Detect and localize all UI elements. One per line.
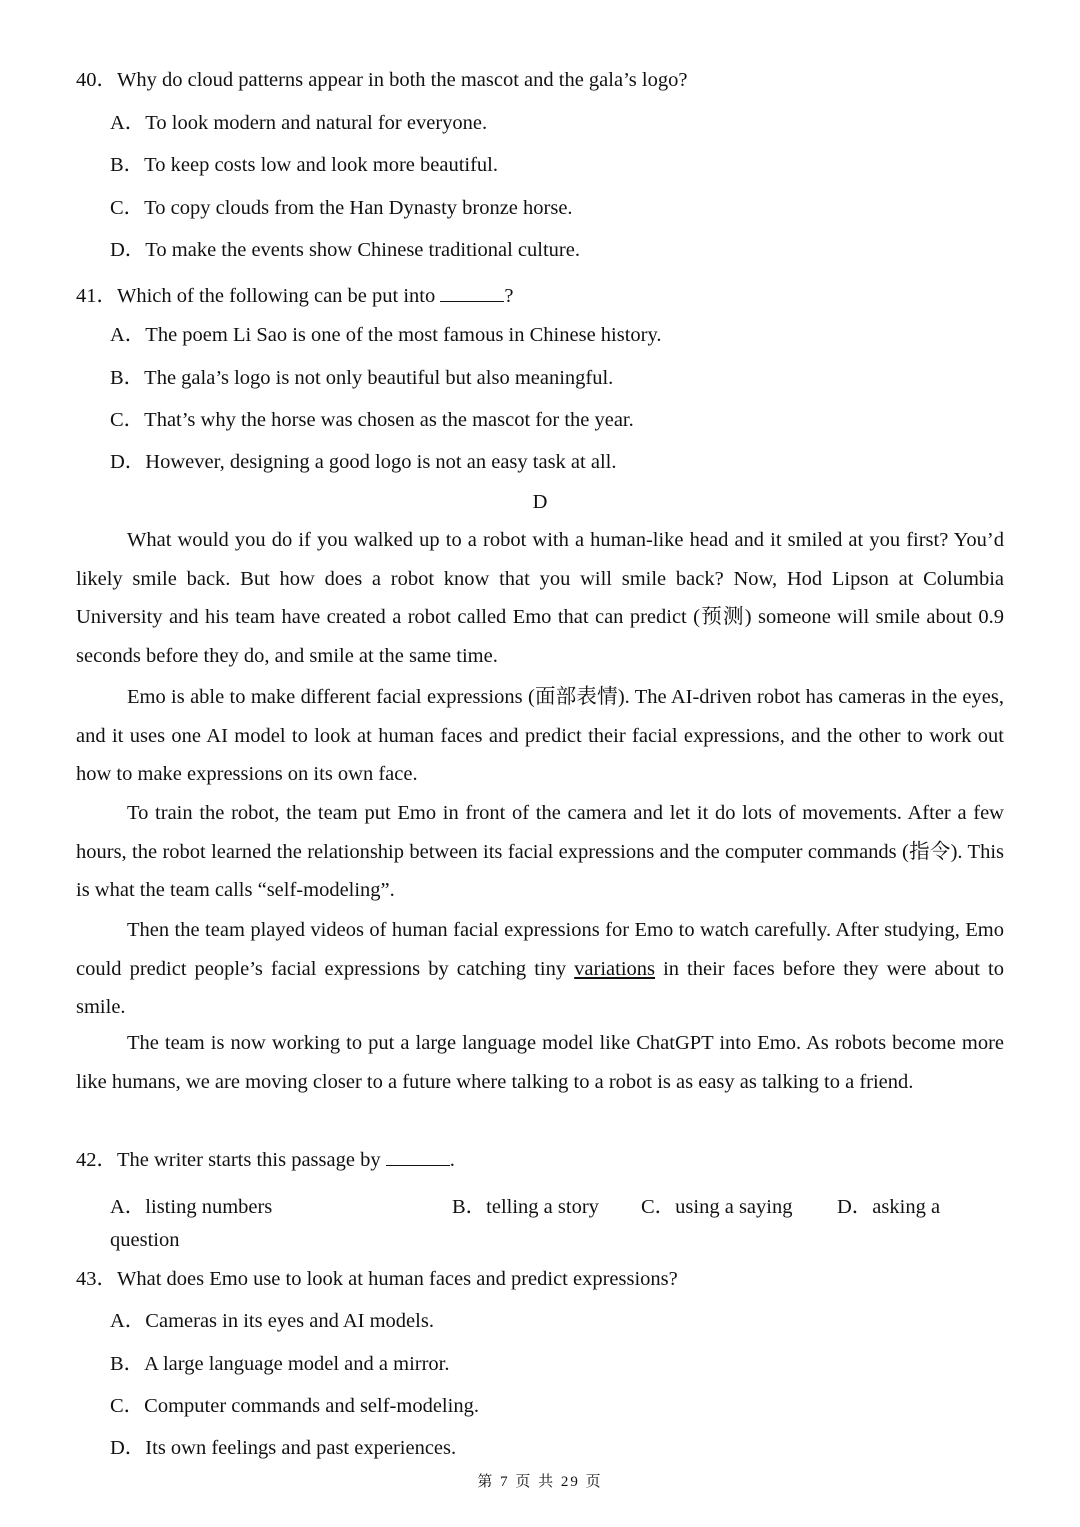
passage-paragraph-4 [76,911,1004,1027]
q42-option-d-continued: question [110,1229,180,1251]
q41-option-c: C．That’s why the horse was chosen as the mascot for the year. [110,409,634,431]
q40-option-a: A．To look modern and natural for everyone. [110,112,488,134]
q41-option-a: A．The poem Li Sao is one of the most famous in Chinese history. [110,324,662,346]
question-41-prefix: 41．Which of the following can be put into [76,285,441,307]
section-heading: D [532,491,548,513]
paragraph-4-text-after: in their faces before they were about to smile. [76,957,1004,1018]
q42-options-row [110,1189,1010,1218]
question-41-suffix: ? [504,285,514,307]
q43-option-d: D．Its own feelings and past experiences. [110,1437,457,1459]
underlined-word: variations [574,957,656,980]
paragraph-4-text-before: Then the team played videos of human facial expressions for Emo to watch carefully. After studying, Emo could predict people’s facial expressions by catching tiny [76,919,1004,980]
answer-blank [386,1147,450,1166]
passage-paragraph-3: To train the robot, the team put Emo in front of the camera and let it do lots of movements. After a few hours, the robot learned the relationship between its facial expressions and the computer commands (指令). This is what the team calls “self-modeling”. [76,802,1004,901]
question-43: 43．What does Emo use to look at human faces and predict expressions? [76,1268,678,1290]
question-40: 40．Why do cloud patterns appear in both the mascot and the gala’s logo? [76,69,688,91]
question-42 [76,1147,455,1171]
q43-option-a: A．Cameras in its eyes and AI models. [110,1310,434,1332]
q40-option-c: C．To copy clouds from the Han Dynasty bronze horse. [110,197,573,219]
answer-blank [440,283,504,302]
passage-paragraph-1: What would you do if you walked up to a robot with a human-like head and it smiled at you first? You’d likely smile back. But how does a robot know that you will smile back? Now, Hod Lipson at Columbia University and his team have created a robot called Emo that can predict (预测) someone will smile about 0.9 seconds before they do, and smile at the same time. [76,529,1004,667]
q42-option-a: A．listing numbers [110,1196,273,1218]
q42-option-d: D．asking a [837,1196,941,1218]
q42-option-c: C．using a saying [641,1196,793,1218]
q43-option-c: C．Computer commands and self-modeling. [110,1395,479,1417]
q42-option-b: B．telling a story [452,1196,599,1218]
q40-option-d: D．To make the events show Chinese traditional culture. [110,239,580,261]
question-41 [76,283,513,307]
question-42-prefix: 42．The writer starts this passage by [76,1149,386,1171]
q41-option-b: B．The gala’s logo is not only beautiful but also meaningful. [110,367,614,389]
question-42-suffix: . [449,1149,455,1171]
q43-option-b: B．A large language model and a mirror. [110,1353,450,1375]
q40-option-b: B．To keep costs low and look more beautiful. [110,154,498,176]
q41-option-d: D．However, designing a good logo is not an easy task at all. [110,451,617,473]
page-number: 第 7 页 共 29 页 [477,1474,603,1490]
passage-paragraph-2: Emo is able to make different facial expressions (面部表情). The AI-driven robot has cameras in the eyes, and it uses one AI model to look at human faces and predict their facial expressions, and the other to work out how to make expressions on its own face. [76,686,1004,785]
passage-paragraph-5: The team is now working to put a large language model like ChatGPT into Emo. As robots become more like humans, we are moving closer to a future where talking to a robot is as easy as talking to a friend. [76,1032,1004,1093]
